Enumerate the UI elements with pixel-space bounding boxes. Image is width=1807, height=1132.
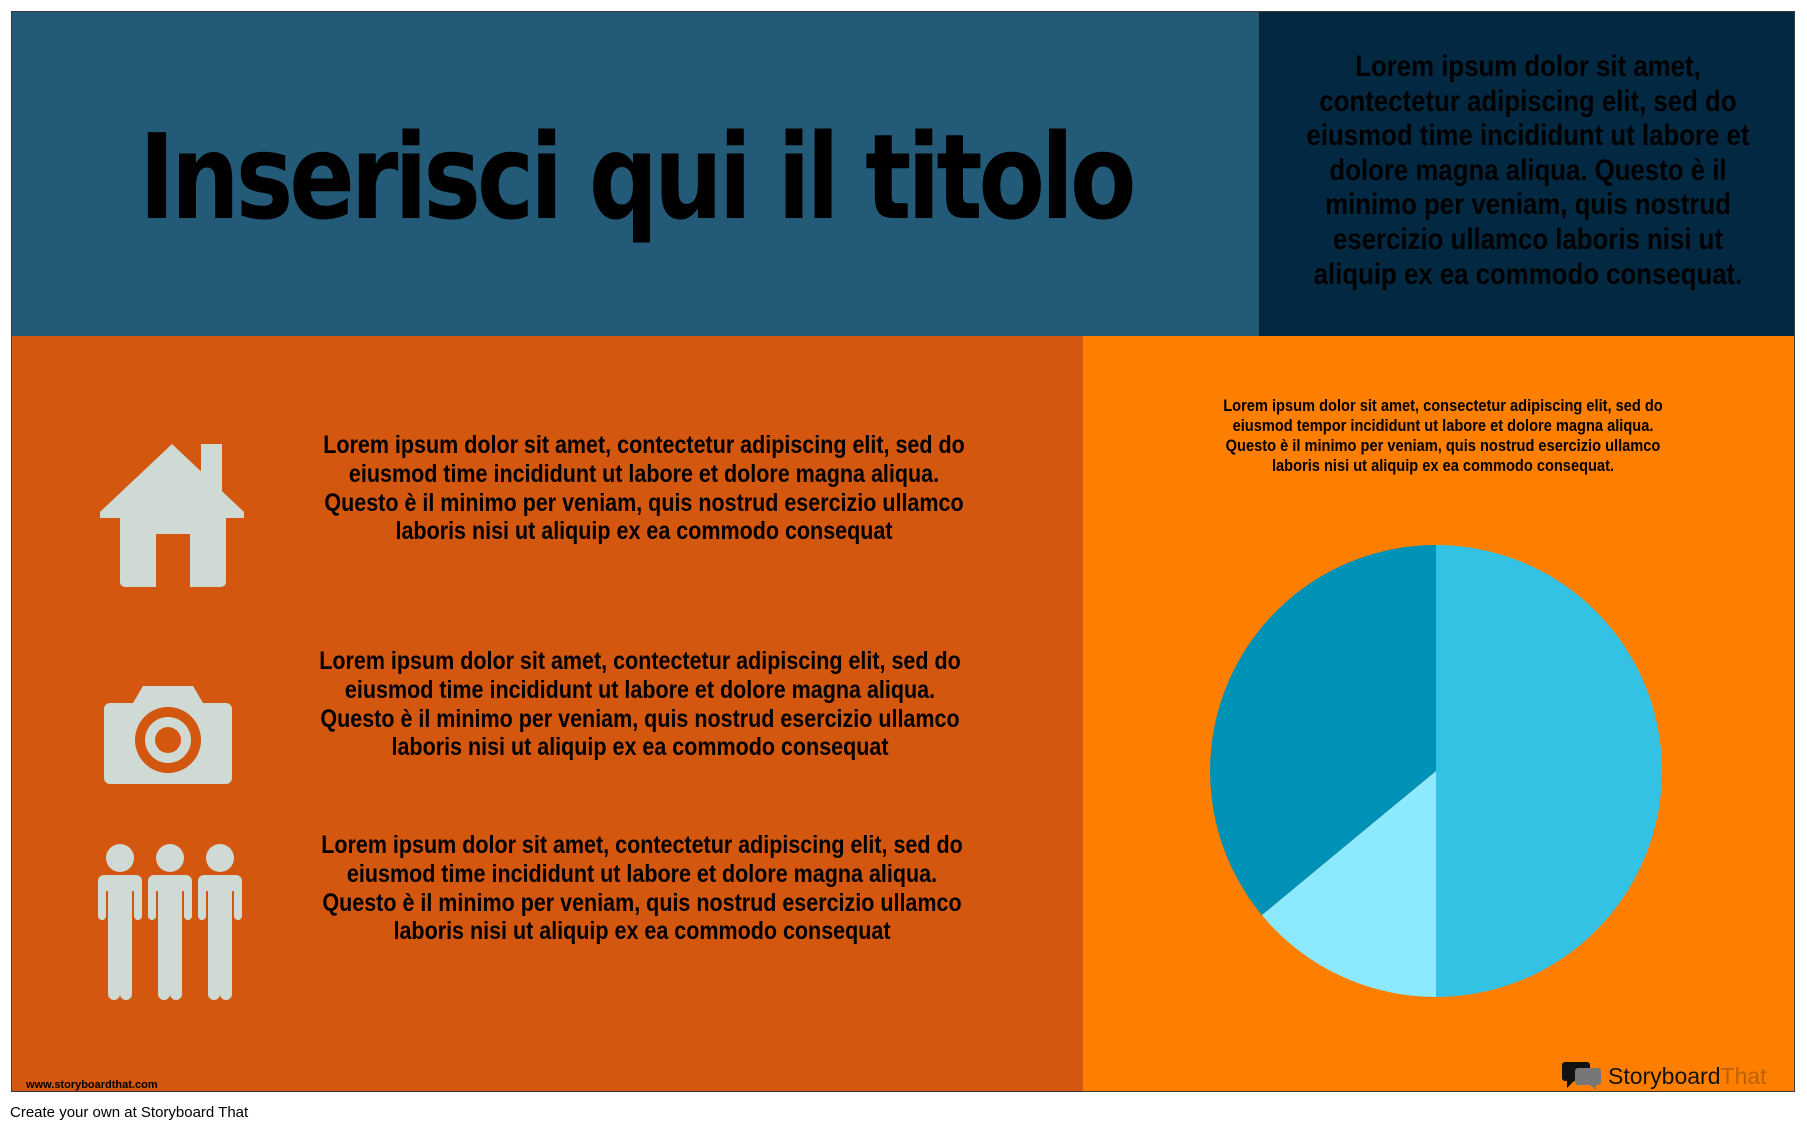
feature-text-1: Lorem ipsum dolor sit amet, contectetur adipiscing elit, sed do eiusmod time incididunt ut labore et dolore magna aliqua. Questo è il minimo per veniam, quis nostrud esercizio ullamco laboris nisi ut aliquip ex ea commodo consequat bbox=[323, 431, 965, 546]
footer-credit: Create your own at Storyboard That bbox=[10, 1104, 249, 1121]
intro-panel bbox=[1259, 12, 1795, 336]
house-icon bbox=[98, 442, 246, 588]
storyboardthat-logo bbox=[1562, 1060, 1767, 1092]
logo-text: StoryboardThat bbox=[1608, 1062, 1767, 1089]
pie-chart bbox=[1209, 544, 1663, 998]
chart-caption: Lorem ipsum dolor sit amet, consectetur adipiscing elit, sed do eiusmod tempor incididunt ut labore et dolore magna aliqua. Questo è il minimo per veniam, quis nostrud esercizio ullamco laboris nisi ut aliquip ex ea commodo consequat. bbox=[1223, 396, 1663, 475]
title-panel bbox=[12, 12, 1259, 336]
camera-icon bbox=[103, 684, 233, 785]
page-title: Inserisci qui il titolo bbox=[138, 108, 1133, 246]
speech-bubble-icon bbox=[1562, 1060, 1602, 1092]
pie-slice-1 bbox=[1436, 545, 1662, 997]
watermark-url: www.storyboardthat.com bbox=[26, 1079, 158, 1091]
intro-text: Lorem ipsum dolor sit amet, contectetur adipiscing elit, sed do eiusmod time incididunt ut labore et dolore magna aliqua. Questo è il minimo per veniam, quis nostrud esercizio ullamco laboris nisi ut aliquip ex ea commodo consequat. bbox=[1306, 50, 1750, 291]
feature-panel bbox=[12, 336, 1083, 1092]
feature-text-3: Lorem ipsum dolor sit amet, contectetur adipiscing elit, sed do eiusmod time incididunt ut labore et dolore magna aliqua. Questo è il minimo per veniam, quis nostrud esercizio ullamco laboris nisi ut aliquip ex ea commodo consequat bbox=[321, 831, 963, 946]
feature-text-2: Lorem ipsum dolor sit amet, contectetur adipiscing elit, sed do eiusmod time incididunt ut labore et dolore magna aliqua. Questo è il minimo per veniam, quis nostrud esercizio ullamco laboris nisi ut aliquip ex ea commodo consequat bbox=[319, 647, 961, 762]
people-icon bbox=[98, 844, 243, 1000]
infographic-canvas bbox=[11, 11, 1795, 1092]
chart-panel bbox=[1083, 336, 1795, 1092]
